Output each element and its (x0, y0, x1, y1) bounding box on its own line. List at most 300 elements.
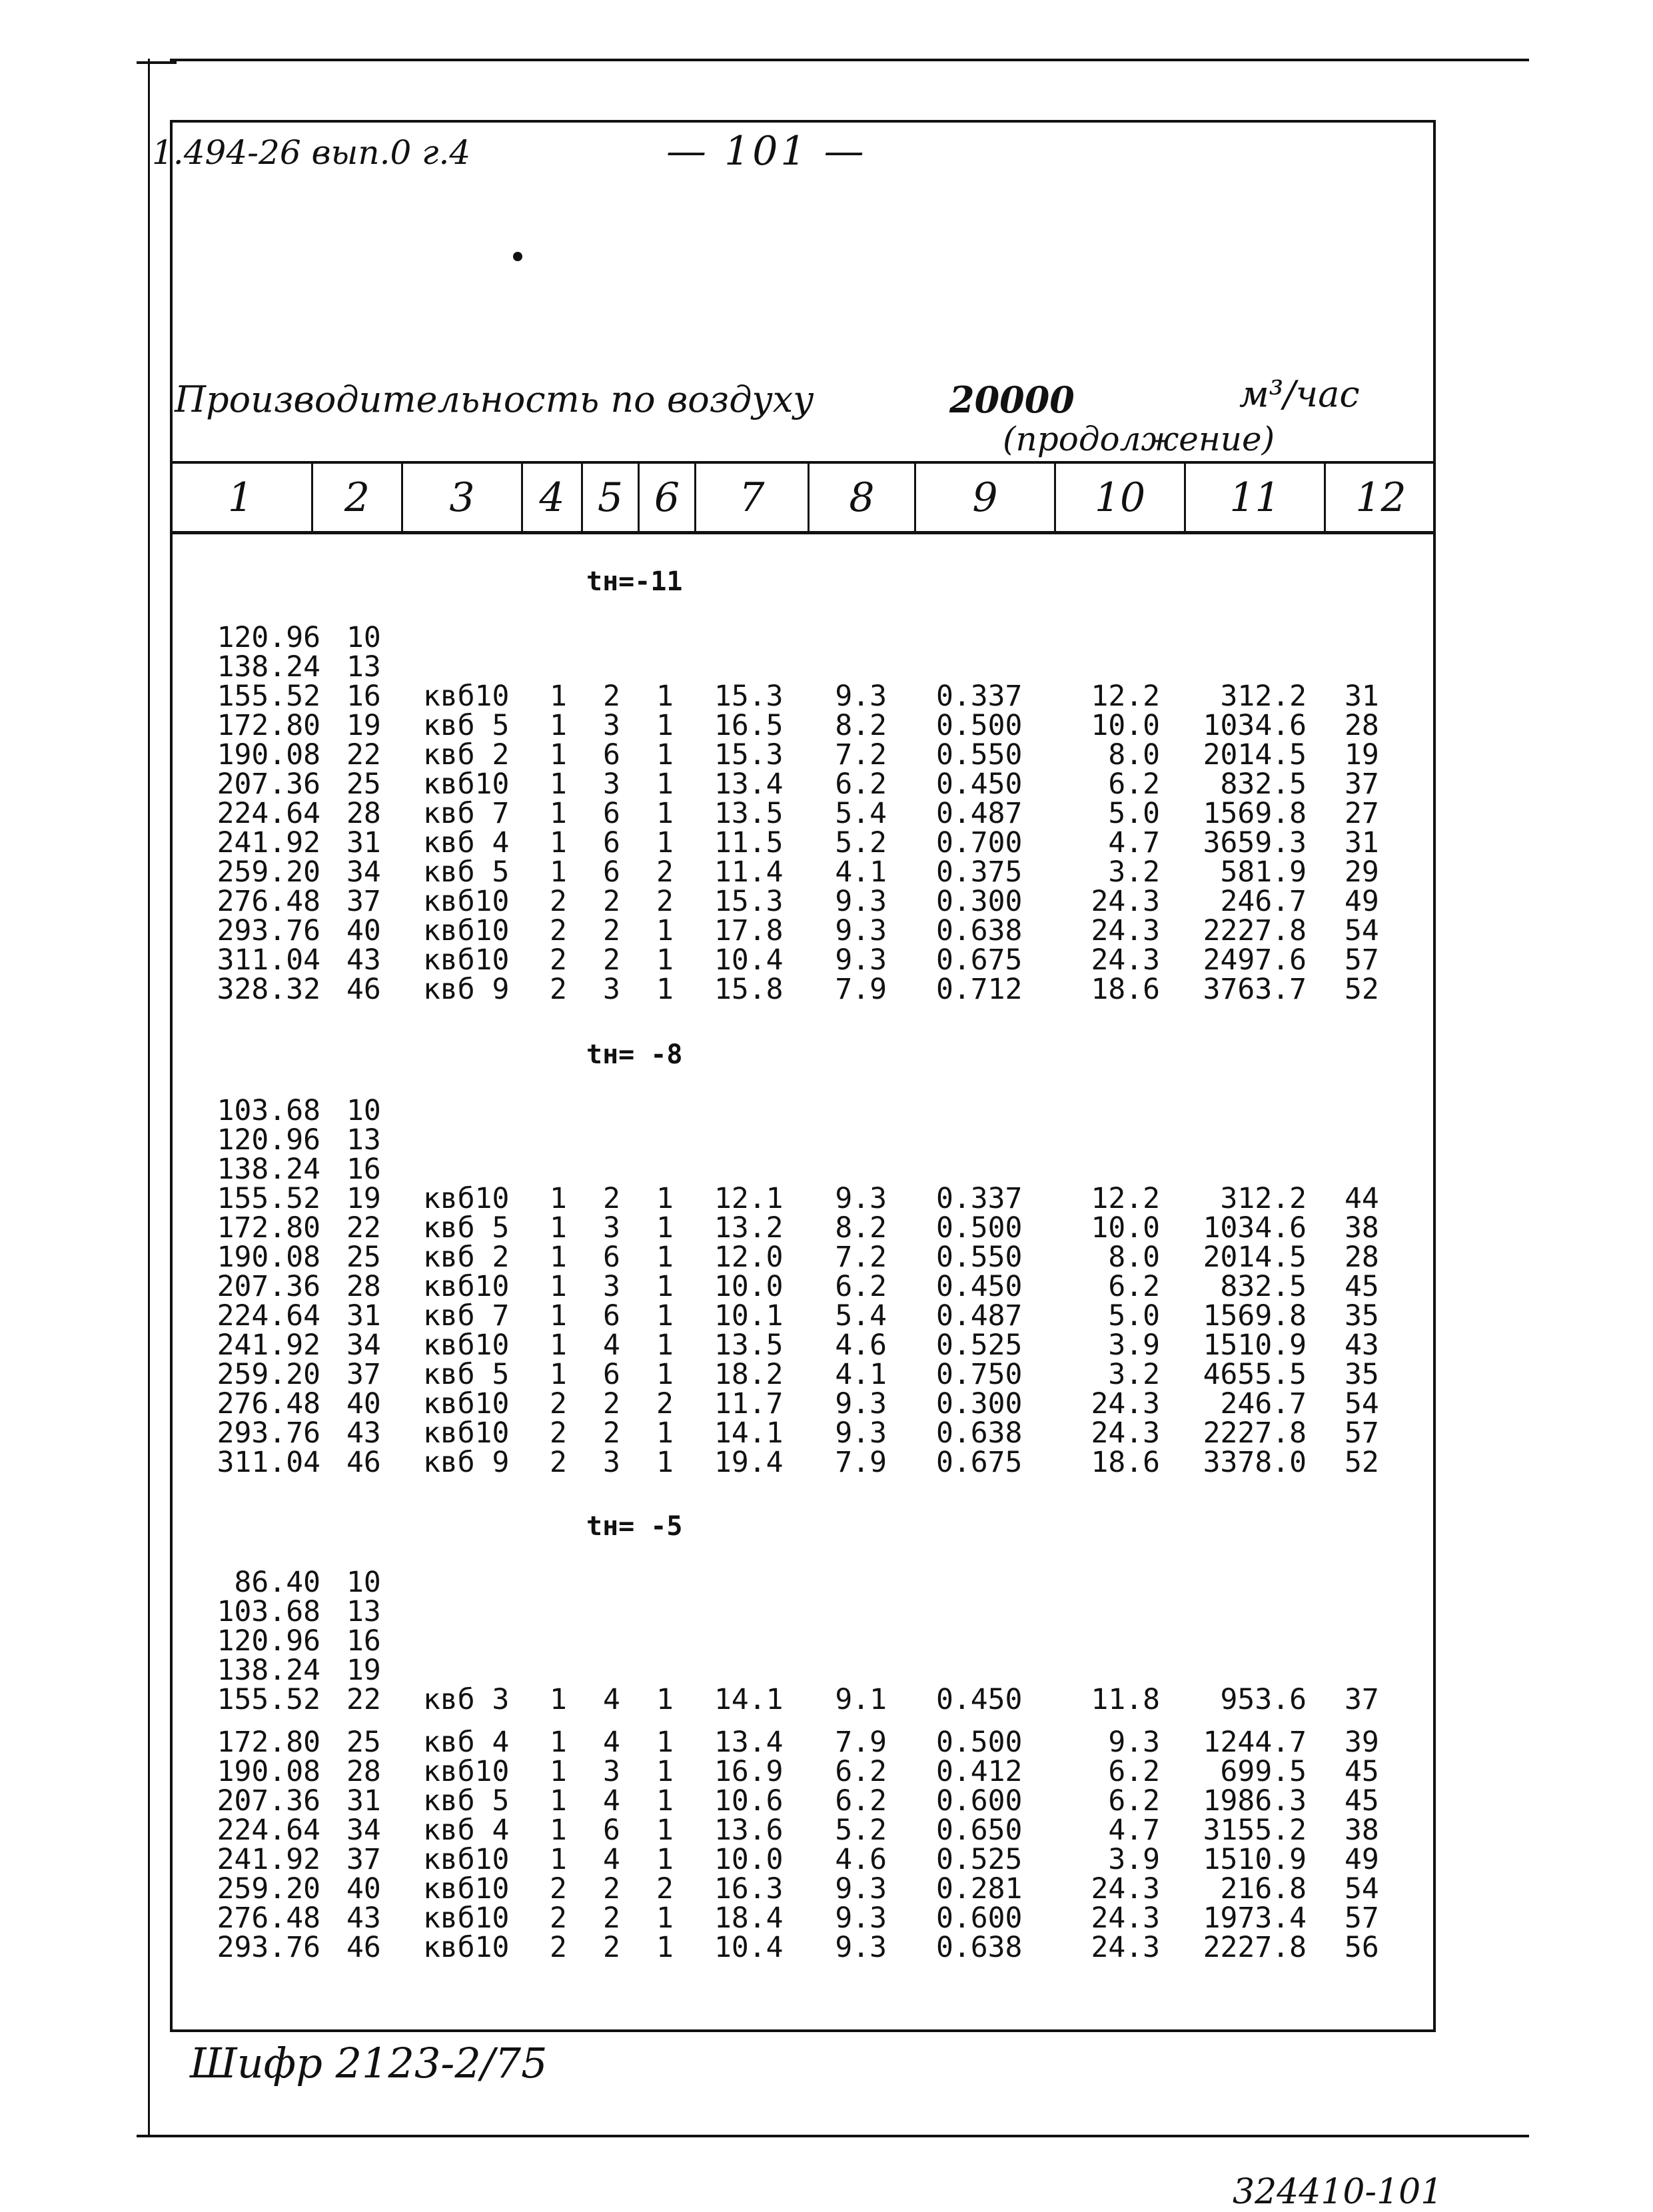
table-cell-col-9: 0.500 (936, 709, 1023, 742)
table-cell-col-9: 0.600 (936, 1902, 1023, 1935)
table-cell-col-9: 0.337 (936, 680, 1023, 713)
table-cell-col-6: 1 (656, 768, 674, 801)
table-cell-col-12: 56 (1345, 1931, 1379, 1964)
table-cell-col-3: квб 4 (423, 1814, 510, 1847)
table-cell-col-4: 2 (550, 1902, 567, 1935)
table-row (0, 1301, 1653, 1331)
table-cell-col-12: 19 (1345, 738, 1379, 772)
table-row (0, 1626, 1653, 1656)
table-cell-col-2: 22 (346, 1211, 381, 1245)
table-cell-col-2: 43 (346, 1416, 381, 1450)
table-cell-col-8: 6.2 (835, 1755, 887, 1788)
table-cell-col-1: 259.20 (217, 1872, 320, 1906)
column-header: 8 (810, 464, 916, 531)
table-cell-col-10: 4.7 (1108, 1814, 1160, 1847)
table-cell-col-1: 259.20 (217, 1358, 320, 1391)
table-cell-col-10: 8.0 (1108, 738, 1160, 772)
table-cell-col-11: 1510.9 (1203, 1329, 1307, 1362)
table-cell-col-1: 138.24 (217, 1654, 320, 1687)
table-cell-col-1: 293.76 (217, 1931, 320, 1964)
table-cell-col-11: 2227.8 (1203, 1416, 1307, 1450)
table-cell-col-9: 0.300 (936, 885, 1023, 918)
table-cell-col-9: 0.375 (936, 855, 1023, 889)
column-header: 5 (583, 464, 640, 531)
table-cell-col-12: 57 (1345, 1416, 1379, 1450)
table-cell-col-2: 10 (346, 1094, 381, 1127)
table-row (0, 1786, 1653, 1816)
table-cell-col-12: 43 (1345, 1329, 1379, 1362)
table-cell-col-9: 0.487 (936, 797, 1023, 830)
table-cell-col-8: 4.1 (835, 1358, 887, 1391)
table-cell-col-1: 86.40 (234, 1566, 320, 1599)
table-cell-col-10: 10.0 (1091, 1211, 1160, 1245)
table-cell-col-5: 2 (603, 1872, 620, 1906)
table-cell-col-12: 38 (1345, 1211, 1379, 1245)
table-cell-col-10: 9.3 (1108, 1726, 1160, 1759)
table-cell-col-3: квб10 (423, 1843, 510, 1876)
table-cell-col-4: 1 (550, 709, 567, 742)
table-cell-col-9: 0.638 (936, 1416, 1023, 1450)
table-cell-col-6: 1 (656, 1683, 674, 1716)
table-cell-col-3: квб 5 (423, 855, 510, 889)
table-cell-col-3: квб10 (423, 885, 510, 918)
table-cell-col-7: 10.6 (714, 1784, 784, 1818)
table-cell-col-6: 1 (656, 738, 674, 772)
table-heading-label: Производительность по воздуху (175, 378, 814, 420)
section-title: tн= -8 (586, 1039, 683, 1070)
table-cell-col-1: 155.52 (217, 680, 320, 713)
table-cell-col-2: 13 (346, 1595, 381, 1628)
table-cell-col-4: 1 (550, 768, 567, 801)
table-row (0, 887, 1653, 916)
table-cell-col-7: 16.9 (714, 1755, 784, 1788)
table-cell-col-10: 24.3 (1091, 1931, 1160, 1964)
table-cell-col-11: 246.7 (1220, 885, 1307, 918)
table-cell-col-4: 1 (550, 1241, 567, 1274)
table-cell-col-1: 328.32 (217, 973, 320, 1006)
table-cell-col-12: 39 (1345, 1726, 1379, 1759)
table-cell-col-1: 120.96 (217, 1123, 320, 1157)
table-row (0, 1757, 1653, 1786)
table-cell-col-3: квб10 (423, 1902, 510, 1935)
table-cell-col-3: квб10 (423, 1416, 510, 1450)
table-cell-col-2: 31 (346, 1299, 381, 1333)
table-cell-col-12: 45 (1345, 1755, 1379, 1788)
table-cell-col-2: 10 (346, 1566, 381, 1599)
table-cell-col-3: квб10 (423, 1931, 510, 1964)
table-cell-col-8: 9.3 (835, 1902, 887, 1935)
table-cell-col-6: 1 (656, 1182, 674, 1215)
table-cell-col-12: 28 (1345, 1241, 1379, 1274)
table-row (0, 1656, 1653, 1685)
table-cell-col-8: 7.9 (835, 1446, 887, 1479)
table-cell-col-1: 224.64 (217, 797, 320, 830)
table-row (0, 623, 1653, 652)
table-cell-col-11: 2227.8 (1203, 914, 1307, 947)
table-cell-col-2: 25 (346, 1241, 381, 1274)
table-cell-col-1: 172.80 (217, 1726, 320, 1759)
table-row (0, 1874, 1653, 1904)
table-cell-col-6: 1 (656, 797, 674, 830)
table-cell-col-11: 832.5 (1220, 1270, 1307, 1303)
table-cell-col-8: 9.3 (835, 1931, 887, 1964)
table-cell-col-3: квб10 (423, 1387, 510, 1420)
table-cell-col-2: 34 (346, 1814, 381, 1847)
table-cell-col-2: 13 (346, 650, 381, 684)
table-cell-col-4: 2 (550, 1416, 567, 1450)
table-cell-col-1: 311.04 (217, 943, 320, 977)
table-cell-col-11: 2014.5 (1203, 1241, 1307, 1274)
table-cell-col-6: 1 (656, 1726, 674, 1759)
table-cell-col-2: 46 (346, 1931, 381, 1964)
table-cell-col-12: 52 (1345, 1446, 1379, 1479)
table-cell-col-8: 5.4 (835, 797, 887, 830)
table-cell-col-2: 19 (346, 1182, 381, 1215)
table-heading-value: 20000 (949, 378, 1075, 421)
table-cell-col-9: 0.450 (936, 1270, 1023, 1303)
table-cell-col-8: 6.2 (835, 1784, 887, 1818)
table-row (0, 1243, 1653, 1272)
table-cell-col-9: 0.700 (936, 826, 1023, 859)
table-cell-col-11: 2014.5 (1203, 738, 1307, 772)
archive-number: 324410-101 (1233, 2172, 1443, 2212)
table-cell-col-5: 3 (603, 709, 620, 742)
table-cell-col-2: 43 (346, 1902, 381, 1935)
frame-top-border (170, 59, 1529, 61)
table-cell-col-11: 246.7 (1220, 1387, 1307, 1420)
table-cell-col-4: 1 (550, 797, 567, 830)
table-cell-col-3: квб 2 (423, 738, 510, 772)
table-cell-col-9: 0.525 (936, 1843, 1023, 1876)
table-cell-col-11: 312.2 (1220, 1182, 1307, 1215)
table-cell-col-2: 40 (346, 1872, 381, 1906)
table-cell-col-2: 13 (346, 1123, 381, 1157)
table-row (0, 1816, 1653, 1845)
table-cell-col-7: 12.1 (714, 1182, 784, 1215)
table-cell-col-4: 1 (550, 1358, 567, 1391)
table-row (0, 1213, 1653, 1243)
table-cell-col-3: квб 2 (423, 1241, 510, 1274)
table-cell-col-1: 207.36 (217, 1270, 320, 1303)
table-row (0, 1272, 1653, 1301)
table-cell-col-2: 28 (346, 1755, 381, 1788)
table-cell-col-7: 15.3 (714, 680, 784, 713)
table-cell-col-12: 37 (1345, 768, 1379, 801)
table-cell-col-5: 2 (603, 885, 620, 918)
table-cell-col-7: 15.3 (714, 738, 784, 772)
table-row (0, 1331, 1653, 1360)
table-cell-col-4: 1 (550, 1683, 567, 1716)
table-cell-col-2: 28 (346, 797, 381, 830)
table-cell-col-7: 13.4 (714, 1726, 784, 1759)
table-row (0, 945, 1653, 975)
table-heading-unit: м³/час (1239, 373, 1360, 415)
table-cell-col-1: 172.80 (217, 709, 320, 742)
frame-bottom-border (170, 2135, 1529, 2137)
table-cell-col-12: 38 (1345, 1814, 1379, 1847)
table-cell-col-4: 1 (550, 1299, 567, 1333)
table-cell-col-2: 37 (346, 1843, 381, 1876)
table-cell-col-5: 3 (603, 768, 620, 801)
table-cell-col-4: 1 (550, 1211, 567, 1245)
table-cell-col-5: 6 (603, 797, 620, 830)
table-cell-col-4: 1 (550, 738, 567, 772)
column-header: 10 (1056, 464, 1186, 531)
column-header: 11 (1186, 464, 1326, 531)
table-cell-col-10: 3.9 (1108, 1843, 1160, 1876)
table-cell-col-6: 1 (656, 914, 674, 947)
table-cell-col-9: 0.412 (936, 1755, 1023, 1788)
table-cell-col-4: 2 (550, 973, 567, 1006)
table-row (0, 1904, 1653, 1933)
table-cell-col-3: квб10 (423, 1182, 510, 1215)
table-cell-col-2: 31 (346, 1784, 381, 1818)
table-cell-col-6: 1 (656, 1329, 674, 1362)
table-cell-col-8: 9.3 (835, 943, 887, 977)
table-cell-col-3: квб10 (423, 1872, 510, 1906)
table-cell-col-12: 52 (1345, 973, 1379, 1006)
table-cell-col-9: 0.712 (936, 973, 1023, 1006)
table-cell-col-5: 3 (603, 1270, 620, 1303)
table-cell-col-10: 18.6 (1091, 1446, 1160, 1479)
table-cell-col-12: 28 (1345, 709, 1379, 742)
table-cell-col-8: 4.6 (835, 1843, 887, 1876)
table-cell-col-5: 4 (603, 1683, 620, 1716)
table-cell-col-7: 10.4 (714, 1931, 784, 1964)
table-cell-col-11: 3155.2 (1203, 1814, 1307, 1847)
page-number: — 101 — (666, 128, 867, 175)
table-cell-col-2: 34 (346, 1329, 381, 1362)
table-row (0, 916, 1653, 945)
table-cell-col-3: квб 5 (423, 709, 510, 742)
frame-top-tick (137, 61, 177, 64)
table-row (0, 711, 1653, 740)
table-cell-col-3: квб10 (423, 680, 510, 713)
table-cell-col-4: 1 (550, 1814, 567, 1847)
table-cell-col-11: 2227.8 (1203, 1931, 1307, 1964)
table-row (0, 1184, 1653, 1213)
table-cell-col-10: 24.3 (1091, 914, 1160, 947)
table-cell-col-1: 155.52 (217, 1683, 320, 1716)
table-cell-col-5: 6 (603, 826, 620, 859)
table-cell-col-1: 120.96 (217, 1624, 320, 1658)
table-cell-col-2: 46 (346, 973, 381, 1006)
table-cell-col-7: 15.3 (714, 885, 784, 918)
table-cell-col-4: 1 (550, 1270, 567, 1303)
table-cell-col-9: 0.600 (936, 1784, 1023, 1818)
table-cell-col-5: 2 (603, 1387, 620, 1420)
table-cell-col-6: 1 (656, 973, 674, 1006)
table-cell-col-10: 3.2 (1108, 1358, 1160, 1391)
table-cell-col-12: 54 (1345, 914, 1379, 947)
table-cell-col-12: 57 (1345, 1902, 1379, 1935)
table-cell-col-7: 16.5 (714, 709, 784, 742)
table-cell-col-8: 5.2 (835, 1814, 887, 1847)
table-cell-col-3: квб10 (423, 1270, 510, 1303)
table-cell-col-8: 9.3 (835, 680, 887, 713)
table-cell-col-5: 6 (603, 855, 620, 889)
table-cell-col-7: 12.0 (714, 1241, 784, 1274)
table-cell-col-12: 45 (1345, 1784, 1379, 1818)
table-row (0, 1096, 1653, 1125)
column-header: 7 (696, 464, 810, 531)
table-cell-col-11: 3659.3 (1203, 826, 1307, 859)
table-cell-col-7: 18.4 (714, 1902, 784, 1935)
table-cell-col-4: 2 (550, 885, 567, 918)
table-cell-col-5: 6 (603, 738, 620, 772)
table-row (0, 828, 1653, 857)
table-cell-col-8: 9.3 (835, 1416, 887, 1450)
table-cell-col-7: 18.2 (714, 1358, 784, 1391)
table-row (0, 1418, 1653, 1448)
table-cell-col-5: 4 (603, 1784, 620, 1818)
table-cell-col-9: 0.487 (936, 1299, 1023, 1333)
table-cell-col-10: 12.2 (1091, 680, 1160, 713)
table-cell-col-11: 1986.3 (1203, 1784, 1307, 1818)
table-cell-col-3: квб 4 (423, 1726, 510, 1759)
table-cell-col-9: 0.337 (936, 1182, 1023, 1215)
table-cell-col-8: 7.9 (835, 973, 887, 1006)
table-cell-col-1: 190.08 (217, 1241, 320, 1274)
table-cell-col-9: 0.550 (936, 738, 1023, 772)
table-cell-col-8: 9.3 (835, 885, 887, 918)
table-cell-col-7: 13.5 (714, 1329, 784, 1362)
table-cell-col-4: 2 (550, 914, 567, 947)
table-cell-col-9: 0.525 (936, 1329, 1023, 1362)
table-cell-col-5: 3 (603, 1755, 620, 1788)
table-cell-col-9: 0.450 (936, 768, 1023, 801)
table-row (0, 799, 1653, 828)
table-cell-col-9: 0.300 (936, 1387, 1023, 1420)
table-cell-col-10: 6.2 (1108, 1270, 1160, 1303)
table-row (0, 1155, 1653, 1184)
table-cell-col-6: 1 (656, 709, 674, 742)
table-cell-col-3: квб 9 (423, 973, 510, 1006)
table-row (0, 682, 1653, 711)
column-header: 12 (1355, 474, 1406, 521)
column-header-row (170, 461, 1436, 534)
table-cell-col-3: квб 7 (423, 1299, 510, 1333)
table-cell-col-7: 11.7 (714, 1387, 784, 1420)
table-cell-col-8: 7.9 (835, 1726, 887, 1759)
table-cell-col-8: 9.3 (835, 1872, 887, 1906)
table-cell-col-7: 13.5 (714, 797, 784, 830)
table-row (0, 1360, 1653, 1389)
table-cell-col-7: 11.4 (714, 855, 784, 889)
table-cell-col-5: 6 (603, 1358, 620, 1391)
table-cell-col-6: 1 (656, 1211, 674, 1245)
table-cell-col-1: 293.76 (217, 914, 320, 947)
column-header: 9 (916, 464, 1056, 531)
table-cell-col-6: 1 (656, 680, 674, 713)
table-cell-col-10: 24.3 (1091, 1902, 1160, 1935)
table-cell-col-11: 1569.8 (1203, 797, 1307, 830)
table-cell-col-7: 19.4 (714, 1446, 784, 1479)
table-cell-col-4: 1 (550, 1329, 567, 1362)
table-cell-col-2: 34 (346, 855, 381, 889)
table-cell-col-9: 0.638 (936, 914, 1023, 947)
table-cell-col-5: 3 (603, 1446, 620, 1479)
table-cell-col-7: 10.0 (714, 1270, 784, 1303)
table-cell-col-10: 3.2 (1108, 855, 1160, 889)
table-cell-col-11: 832.5 (1220, 768, 1307, 801)
table-cell-col-10: 5.0 (1108, 1299, 1160, 1333)
table-cell-col-2: 19 (346, 709, 381, 742)
table-cell-col-1: 311.04 (217, 1446, 320, 1479)
table-cell-col-5: 2 (603, 680, 620, 713)
table-cell-col-11: 1034.6 (1203, 709, 1307, 742)
table-cell-col-1: 155.52 (217, 1182, 320, 1215)
table-cell-col-12: 54 (1345, 1872, 1379, 1906)
table-cell-col-6: 1 (656, 1299, 674, 1333)
table-cell-col-6: 2 (656, 1872, 674, 1906)
table-cell-col-4: 1 (550, 826, 567, 859)
table-cell-col-12: 45 (1345, 1270, 1379, 1303)
table-row (0, 1448, 1653, 1477)
table-cell-col-12: 37 (1345, 1683, 1379, 1716)
table-cell-col-6: 1 (656, 1814, 674, 1847)
table-cell-col-2: 46 (346, 1446, 381, 1479)
table-cell-col-2: 16 (346, 680, 381, 713)
table-cell-col-12: 54 (1345, 1387, 1379, 1420)
table-cell-col-8: 5.2 (835, 826, 887, 859)
table-cell-col-6: 1 (656, 943, 674, 977)
table-cell-col-6: 1 (656, 1755, 674, 1788)
table-cell-col-10: 12.2 (1091, 1182, 1160, 1215)
table-cell-col-3: квб10 (423, 943, 510, 977)
table-cell-col-7: 15.8 (714, 973, 784, 1006)
table-cell-col-2: 37 (346, 1358, 381, 1391)
table-cell-col-9: 0.550 (936, 1241, 1023, 1274)
table-cell-col-11: 1510.9 (1203, 1843, 1307, 1876)
table-cell-col-2: 43 (346, 943, 381, 977)
table-row (0, 1728, 1653, 1757)
table-cell-col-6: 2 (656, 855, 674, 889)
table-cell-col-2: 16 (346, 1153, 381, 1186)
table-cell-col-10: 11.8 (1091, 1683, 1160, 1716)
table-cell-col-11: 581.9 (1220, 855, 1307, 889)
table-cell-col-1: 259.20 (217, 855, 320, 889)
table-row (0, 1389, 1653, 1418)
table-cell-col-11: 3763.7 (1203, 973, 1307, 1006)
table-cell-col-2: 25 (346, 1726, 381, 1759)
table-cell-col-7: 13.2 (714, 1211, 784, 1245)
table-cell-col-5: 4 (603, 1329, 620, 1362)
column-header: 2 (313, 464, 403, 531)
table-cell-col-2: 19 (346, 1654, 381, 1687)
table-cell-col-6: 1 (656, 1931, 674, 1964)
table-cell-col-9: 0.638 (936, 1931, 1023, 1964)
table-cell-col-5: 3 (603, 1211, 620, 1245)
table-cell-col-1: 241.92 (217, 1329, 320, 1362)
table-cell-col-1: 224.64 (217, 1814, 320, 1847)
table-cell-col-6: 1 (656, 1358, 674, 1391)
table-cell-col-10: 24.3 (1091, 943, 1160, 977)
table-cell-col-2: 22 (346, 738, 381, 772)
table-cell-col-7: 16.3 (714, 1872, 784, 1906)
table-cell-col-7: 14.1 (714, 1416, 784, 1450)
table-cell-col-1: 293.76 (217, 1416, 320, 1450)
table-cell-col-2: 37 (346, 885, 381, 918)
table-row (0, 857, 1653, 887)
table-cell-col-11: 312.2 (1220, 680, 1307, 713)
table-cell-col-3: квб 5 (423, 1211, 510, 1245)
table-cell-col-5: 6 (603, 1814, 620, 1847)
table-row (0, 652, 1653, 682)
table-cell-col-7: 10.4 (714, 943, 784, 977)
table-cell-col-4: 1 (550, 680, 567, 713)
table-cell-col-11: 4655.5 (1203, 1358, 1307, 1391)
